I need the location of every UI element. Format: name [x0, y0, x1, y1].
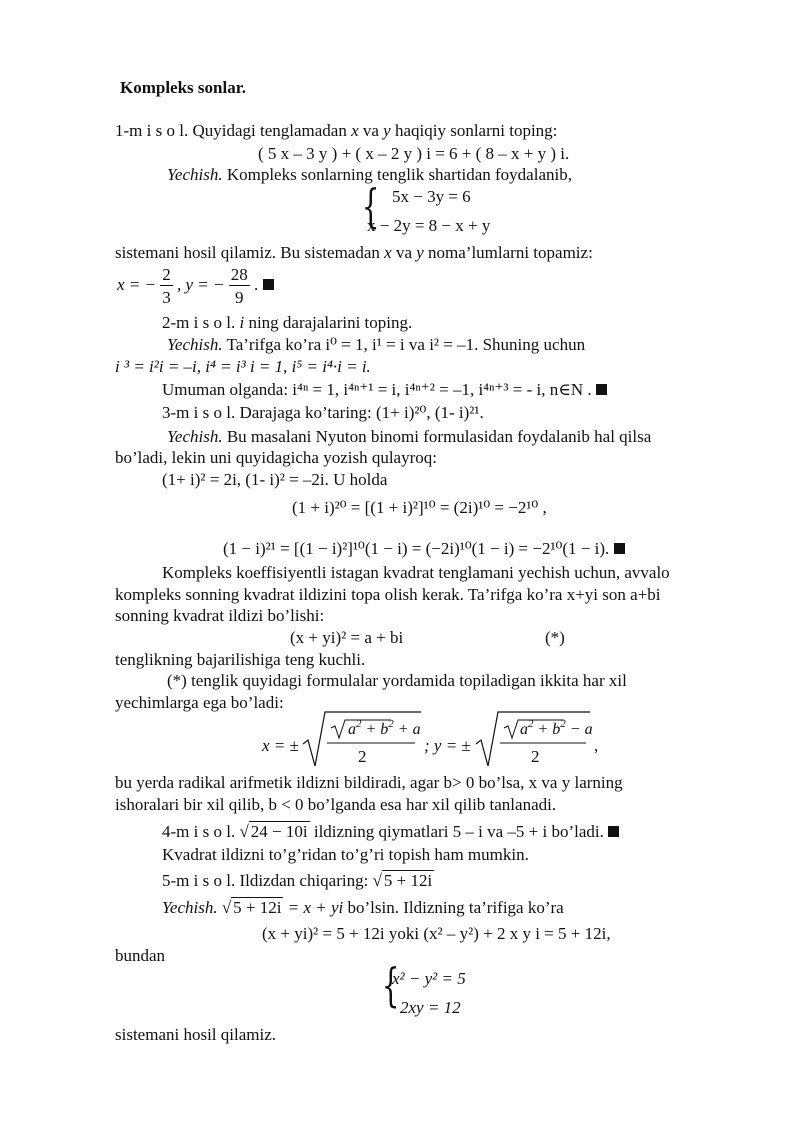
root-formula-y-lhs: ; y = ± — [424, 736, 471, 755]
example-label: 1-m i s o l. — [115, 121, 189, 140]
system-equation-1: x² − y² = 5 — [392, 969, 466, 988]
fraction-y: $\frac{28}{9}$ — [230, 265, 248, 307]
page-title: Kompleks sonlar. — [120, 78, 246, 97]
example-2-solution-line-2: i ³ = i²i = –i, i⁴ = i³ i = 1, i⁵ = i⁴·i = i. — [115, 357, 371, 376]
square-root-icon: √ — [221, 898, 232, 917]
example-3-solution-line-1: Yechish. Bu masalani Nyuton binomi formulasidan foydalanib hal qilsa — [167, 427, 652, 446]
end-of-proof-icon — [596, 384, 607, 395]
example-2-solution-line-3: Umuman olganda: i⁴ⁿ = 1, i⁴ⁿ⁺¹ = i, i⁴ⁿ⁺² = –1, i⁴ⁿ⁺³ = - i, n∈N . — [162, 381, 607, 398]
example-1-solution: Yechish. Kompleks sonlarning tenglik shartidan foydalanib, — [167, 165, 572, 184]
system-equation-2: x − 2y = 8 − x + y — [367, 216, 491, 235]
example-3-formula-1: (1 + i)²⁰ = [(1 + i)²]¹⁰ = (2i)¹⁰ = −2¹⁰ , — [292, 498, 547, 517]
example-5-final: sistemani hosil qilamiz. — [115, 1025, 277, 1044]
root-formula-x-lhs: x = ± — [262, 736, 299, 755]
example-4-note: Kvadrat ildizni to’g’ridan to’g’ri topish ham mumkin. — [162, 845, 529, 864]
end-of-proof-icon — [608, 826, 619, 837]
equation-star: (x + yi)² = a + bi — [290, 628, 404, 647]
system-equation-2: 2xy = 12 — [400, 998, 461, 1017]
equation-star-label: (*) — [545, 628, 565, 647]
paragraph-line: kompleks sonning kvadrat ildizini topa olish kerak. Ta’rifga ko’ra x+yi son a+bi — [115, 585, 661, 604]
example-1-statement: 1-m i s o l. Quyidagi tenglamadan x va y haqiqiy sonlarni toping: — [115, 121, 558, 140]
paragraph-line: yechimlarga ega bo’ladi: — [115, 693, 284, 712]
paragraph-line: tenglikning bajarilishiga teng kuchli. — [115, 650, 366, 669]
example-4-statement: 4-m i s o l. √ 24 − 10i ildizning qiymatlari 5 – i va –5 + i bo’ladi. — [162, 823, 619, 840]
system-brace: { — [361, 179, 380, 233]
example-3-statement: 3-m i s o l. Darajaga ko’taring: (1+ i)²⁰, (1- i)²¹. — [162, 403, 484, 422]
example-1-equation: ( 5 x – 3 y ) + ( x – 2 y ) i = 6 + ( 8 – x + y ) i. — [258, 144, 570, 163]
root-formula-x-num: $a^2 + b^2 + a$ — [348, 718, 421, 738]
end-of-proof-icon — [263, 279, 274, 290]
root-formula-y-den: 2 — [531, 747, 540, 766]
root-formula-y-num: $a^2 + b^2 - a$ — [520, 718, 593, 738]
example-3-formula-2: (1 − i)²¹ = [(1 − i)²]¹⁰(1 − i) = (−2i)¹⁰(1 − i) = −2¹⁰(1 − i). — [223, 540, 625, 557]
paragraph-line: ishoralari bir xil qilib, b < 0 bo’lganda esa har xil qilib tanlanadi. — [115, 795, 557, 814]
end-of-proof-icon — [614, 543, 625, 554]
square-root-icon: √ — [239, 822, 249, 841]
root-formula-x-den: 2 — [358, 747, 367, 766]
example-1-result: x = − $\frac{2}{3}$ , y = − $\frac{28}{9}$ . — [117, 266, 274, 306]
root-formula-comma: , — [594, 736, 599, 755]
example-2-statement: 2-m i s o l. i ning darajalarini toping. — [162, 313, 413, 332]
example-5-solution: Yechish. √ 5 + 12i = x + yi bo’lsin. Ildizning ta’rifiga ko’ra — [162, 898, 564, 917]
system-brace: { — [381, 958, 400, 1012]
paragraph-line: Kompleks koeffisiyentli istagan kvadrat tenglamani yechish uchun, avvalo — [162, 563, 670, 582]
example-1-conclusion: sistemani hosil qilamiz. Bu sistemadan x va y noma’lumlarni topamiz: — [115, 243, 593, 262]
example-2-solution-line-1: Yechish. Ta’rifga ko’ra i⁰ = 1, i¹ = i va i² = –1. Shuning uchun — [167, 335, 586, 354]
square-root-icon: √ — [372, 871, 382, 890]
system-equation-1: 5x − 3y = 6 — [392, 187, 471, 206]
paragraph-line: sonning kvadrat ildizi bo’lishi: — [115, 606, 325, 625]
example-3-solution-line-3: (1+ i)² = 2i, (1- i)² = –2i. U holda — [162, 470, 388, 489]
paragraph-line: bu yerda radikal arifmetik ildizni bildiradi, agar b> 0 bo’lsa, x va y larning — [115, 773, 623, 792]
example-3-solution-line-2: bo’ladi, lekin uni quyidagicha yozish qulayroq: — [115, 448, 437, 467]
example-5-line-2: (x + yi)² = 5 + 12i yoki (x² – y²) + 2 x y i = 5 + 12i, — [262, 924, 611, 943]
example-5-statement: 5-m i s o l. Ildizdan chiqaring: √ 5 + 12i — [162, 871, 433, 890]
fraction-x: $\frac{2}{3}$ — [162, 265, 171, 307]
paragraph-line: (*) tenglik quyidagi formulalar yordamida topiladigan ikkita har xil — [167, 671, 627, 690]
example-5-bundan: bundan — [115, 946, 166, 965]
